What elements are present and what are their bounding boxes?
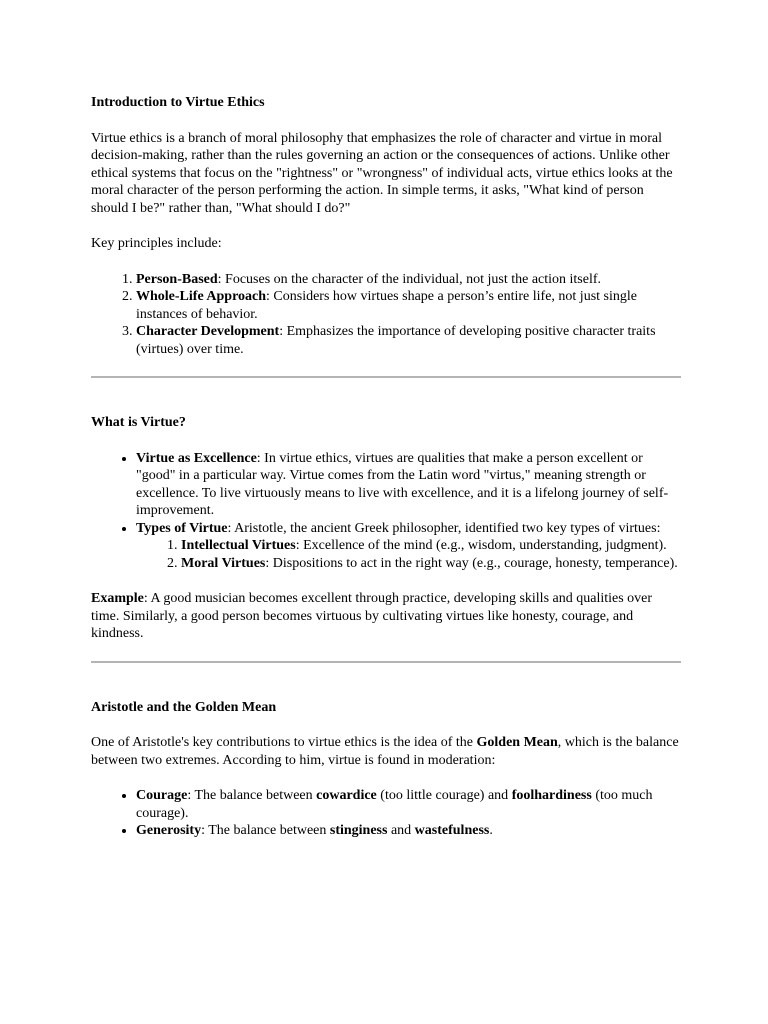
- virtue-types-list: [136, 537, 681, 572]
- principle-term: Whole-Life Approach: [136, 289, 267, 304]
- list-item: [136, 271, 681, 289]
- extreme-term: stinginess: [329, 823, 388, 838]
- list-item: [136, 787, 681, 822]
- mean-text: : The balance between: [201, 823, 330, 838]
- virtue-text: : Aristotle, the ancient Greek philosopher, identified two key types of virtues:: [227, 520, 661, 536]
- virtue-term: Types of Virtue: [136, 520, 228, 536]
- mean-text: : The balance between: [187, 788, 317, 803]
- document-body: [91, 94, 681, 840]
- virtue-term: Virtue as Excellence: [136, 450, 257, 466]
- extreme-term: cowardice: [316, 788, 377, 803]
- mean-text: .: [489, 823, 493, 838]
- virtue-term: Courage: [136, 788, 188, 803]
- principles-list: [91, 271, 681, 359]
- virtue-heading: What is Virtue?: [91, 415, 186, 430]
- principles-lead: Key principles include:: [91, 236, 222, 251]
- list-item: [136, 450, 681, 520]
- golden-mean-intro: [91, 734, 681, 769]
- golden-mean-term: Golden Mean: [476, 735, 558, 750]
- principle-text: : Focuses on the character of the individual, not just the action itself.: [217, 271, 602, 287]
- type-term: Moral Virtues: [181, 555, 266, 571]
- mean-text: (too little courage) and: [376, 788, 512, 803]
- list-item: [136, 520, 681, 573]
- golden-mean-heading: Aristotle and the Golden Mean: [91, 699, 277, 715]
- type-text: : Dispositions to act in the right way (e.g., courage, honesty, temperance).: [265, 555, 678, 571]
- mean-text: and: [387, 823, 415, 838]
- virtue-text: : In virtue ethics, virtues are qualities that make a person excellent or "good" in a particular way. Virtue comes from the Latin word "virtus," meaning strength or excellence. To live virtuously means to live with excellence, and it is a lifelong journey of self-improvement.: [136, 450, 669, 518]
- golden-mean-list: [91, 787, 681, 840]
- type-text: : Excellence of the mind (e.g., wisdom, understanding, judgment).: [295, 538, 667, 553]
- example-text: : A good musician becomes excellent through practice, developing skills and qualities over time. Similarly, a good person becomes virtuous by cultivating virtues like honesty, courage, and kindness.: [91, 591, 653, 641]
- golden-intro-text: , which is the balance between two extremes. According to him, virtue is found in moderation:: [91, 735, 679, 768]
- section-divider: [91, 376, 681, 378]
- principle-term: Person-Based: [136, 271, 218, 287]
- list-item: [181, 555, 681, 573]
- virtue-list: [91, 450, 681, 573]
- principle-text: : Considers how virtues shape a person’s entire life, not just single instances of behavior.: [136, 289, 637, 322]
- principle-text: : Emphasizes the importance of developing positive character traits (virtues) over time.: [136, 324, 656, 357]
- principle-term: Character Development: [136, 324, 280, 339]
- list-item: [181, 537, 681, 555]
- list-item: [136, 822, 681, 840]
- intro-heading: Introduction to Virtue Ethics: [91, 95, 265, 110]
- section-divider: [91, 661, 681, 663]
- intro-paragraph: Virtue ethics is a branch of moral philosophy that emphasizes the role of character and virtue in moral decision-making, rather than the rules governing an action or the consequences of actions. Unlike other ethical systems that focus on the "rightness" or "wrongness" of individual acts, virtue ethics looks at the moral character of the person performing the action. In simple terms, it asks, "What kind of person should I be?" rather than, "What should I do?": [91, 130, 673, 216]
- mean-text: (too much courage).: [136, 788, 653, 821]
- list-item: [136, 288, 681, 323]
- golden-intro-text: One of Aristotle's key contributions to virtue ethics is the idea of the: [91, 735, 477, 750]
- virtue-term: Generosity: [136, 823, 202, 838]
- list-item: [136, 323, 681, 358]
- extreme-term: wastefulness: [414, 823, 490, 838]
- example-paragraph: [91, 590, 681, 643]
- extreme-term: foolhardiness: [511, 788, 592, 803]
- type-term: Intellectual Virtues: [181, 538, 296, 553]
- example-label: Example: [91, 591, 144, 606]
